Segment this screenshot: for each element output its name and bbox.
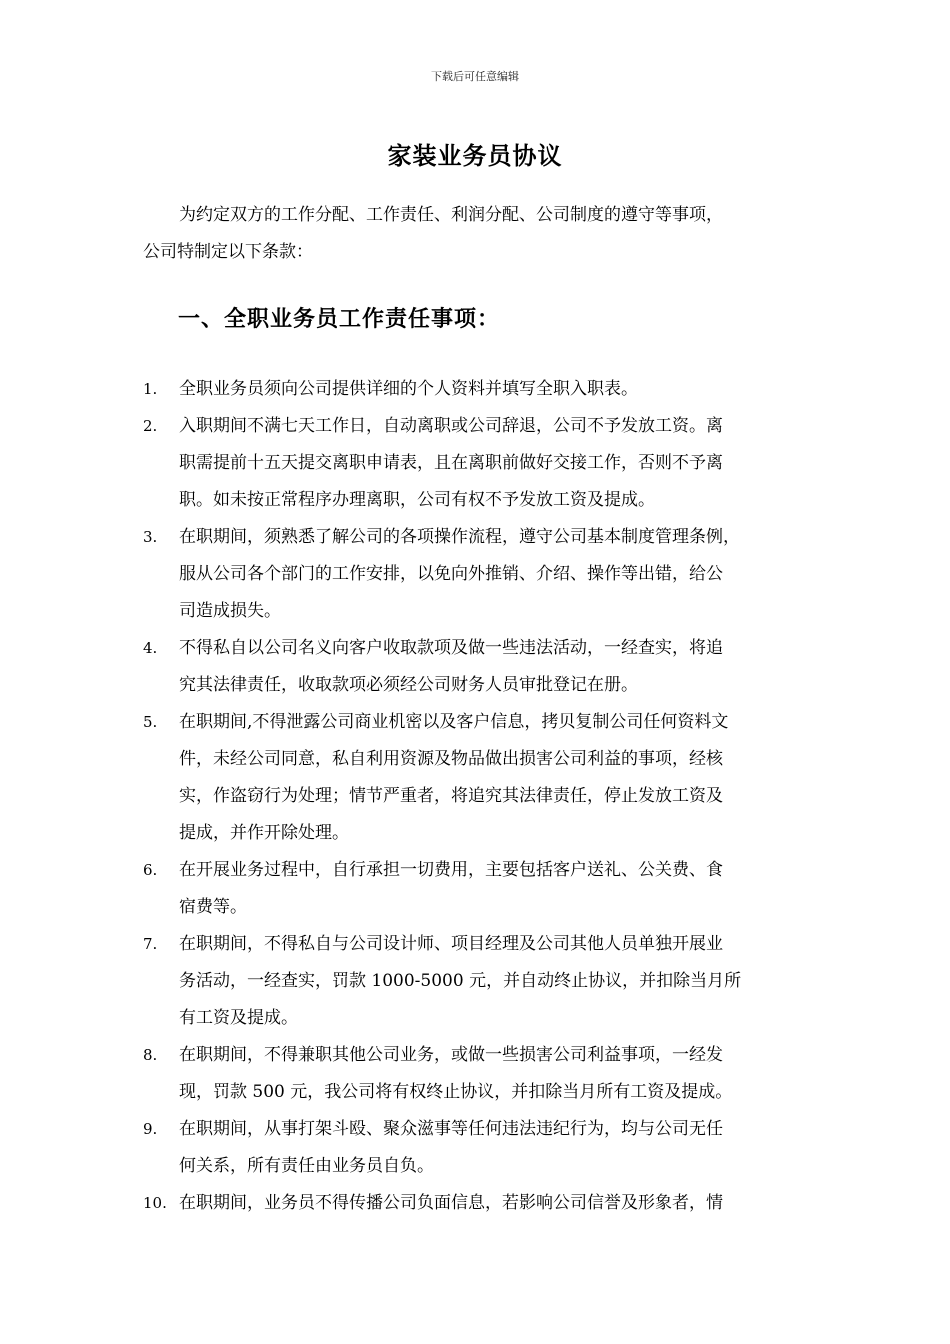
clause-number: 3. — [143, 528, 158, 546]
clause-item — [143, 519, 823, 630]
clause-line: 服从公司各个部门的工作安排，以免向外推销、介绍、操作等出错，给公 — [179, 564, 723, 584]
clause-line: 宿费等。 — [179, 897, 247, 917]
clause-text — [179, 408, 823, 519]
clause-number: 1. — [143, 380, 158, 398]
clause-number: 9. — [143, 1120, 158, 1138]
intro-line-1: 为约定双方的工作分配、工作责任、利润分配、公司制度的遵守等事项， — [179, 205, 723, 225]
clause-item — [143, 852, 823, 926]
clause-item — [143, 926, 823, 1037]
clause-number: 10. — [143, 1194, 167, 1212]
clause-item — [143, 371, 823, 408]
clause-text — [179, 1185, 823, 1222]
clause-number: 5. — [143, 713, 158, 731]
clause-line: 现，罚款 500 元，我公司将有权终止协议，并扣除当月所有工资及提成。 — [179, 1082, 733, 1102]
clause-item — [143, 1111, 823, 1185]
clause-line: 在职期间，业务员不得传播公司负面信息，若影响公司信誉及形象者，情 — [179, 1193, 723, 1213]
clause-line: 在职期间，从事打架斗殴、聚众滋事等任何违法违纪行为，均与公司无任 — [179, 1119, 723, 1139]
clause-line: 究其法律责任，收取款项必须经公司财务人员审批登记在册。 — [179, 675, 638, 695]
clause-item — [143, 408, 823, 519]
clause-line: 职需提前十五天提交离职申请表，且在离职前做好交接工作，否则不予离 — [179, 453, 723, 473]
header-note: 下载后可任意编辑 — [431, 70, 519, 83]
clause-text — [179, 630, 823, 704]
clause-number: 4. — [143, 639, 158, 657]
clause-line: 务活动，一经查实，罚款 1000-5000 元，并自动终止协议，并扣除当月所 — [179, 971, 742, 991]
clause-line: 实，作盗窃行为处理；情节严重者，将追究其法律责任，停止发放工资及 — [179, 786, 723, 806]
clause-line: 司造成损失。 — [179, 601, 281, 621]
clause-text — [179, 852, 823, 926]
clause-item — [143, 1185, 823, 1222]
clause-number: 2. — [143, 417, 158, 435]
clause-line: 有工资及提成。 — [179, 1008, 298, 1028]
clause-text — [179, 519, 823, 630]
clause-line: 在职期间，不得兼职其他公司业务，或做一些损害公司利益事项，一经发 — [179, 1045, 723, 1065]
document-title: 家装业务员协议 — [387, 142, 563, 170]
clause-line: 件，未经公司同意，私自利用资源及物品做出损害公司利益的事项，经核 — [179, 749, 723, 769]
clause-line: 何关系，所有责任由业务员自负。 — [179, 1156, 434, 1176]
intro-paragraph — [143, 197, 813, 271]
clause-text — [179, 1111, 823, 1185]
clause-number: 7. — [143, 935, 158, 953]
clause-number: 8. — [143, 1046, 158, 1064]
clause-line: 不得私自以公司名义向客户收取款项及做一些违法活动，一经查实，将追 — [179, 638, 723, 658]
clause-text — [179, 1037, 823, 1111]
clause-line: 全职业务员须向公司提供详细的个人资料并填写全职入职表。 — [179, 379, 638, 399]
clause-line: 在开展业务过程中，自行承担一切费用，主要包括客户送礼、公关费、食 — [179, 860, 723, 880]
clause-line: 入职期间不满七天工作日，自动离职或公司辞退，公司不予发放工资。离 — [179, 416, 723, 436]
clause-line: 在职期间，须熟悉了解公司的各项操作流程，遵守公司基本制度管理条例， — [179, 527, 740, 547]
clause-line: 职。如未按正常程序办理离职，公司有权不予发放工资及提成。 — [179, 490, 655, 510]
clause-text — [179, 926, 823, 1037]
clause-list — [143, 371, 823, 1222]
clause-line: 在职期间，不得私自与公司设计师、项目经理及公司其他人员单独开展业 — [179, 934, 723, 954]
clause-line: 提成，并作开除处理。 — [179, 823, 349, 843]
clause-number: 6. — [143, 861, 158, 879]
clause-item — [143, 1037, 823, 1111]
clause-item — [143, 704, 823, 852]
intro-line-2: 公司特制定以下条款： — [143, 242, 313, 262]
clause-text — [179, 371, 823, 408]
section-heading: 一、全职业务员工作责任事项： — [178, 307, 501, 332]
clause-item — [143, 630, 823, 704]
clause-line: 在职期间,不得泄露公司商业机密以及客户信息，拷贝复制公司任何资料文 — [179, 712, 729, 732]
clause-text — [179, 704, 823, 852]
